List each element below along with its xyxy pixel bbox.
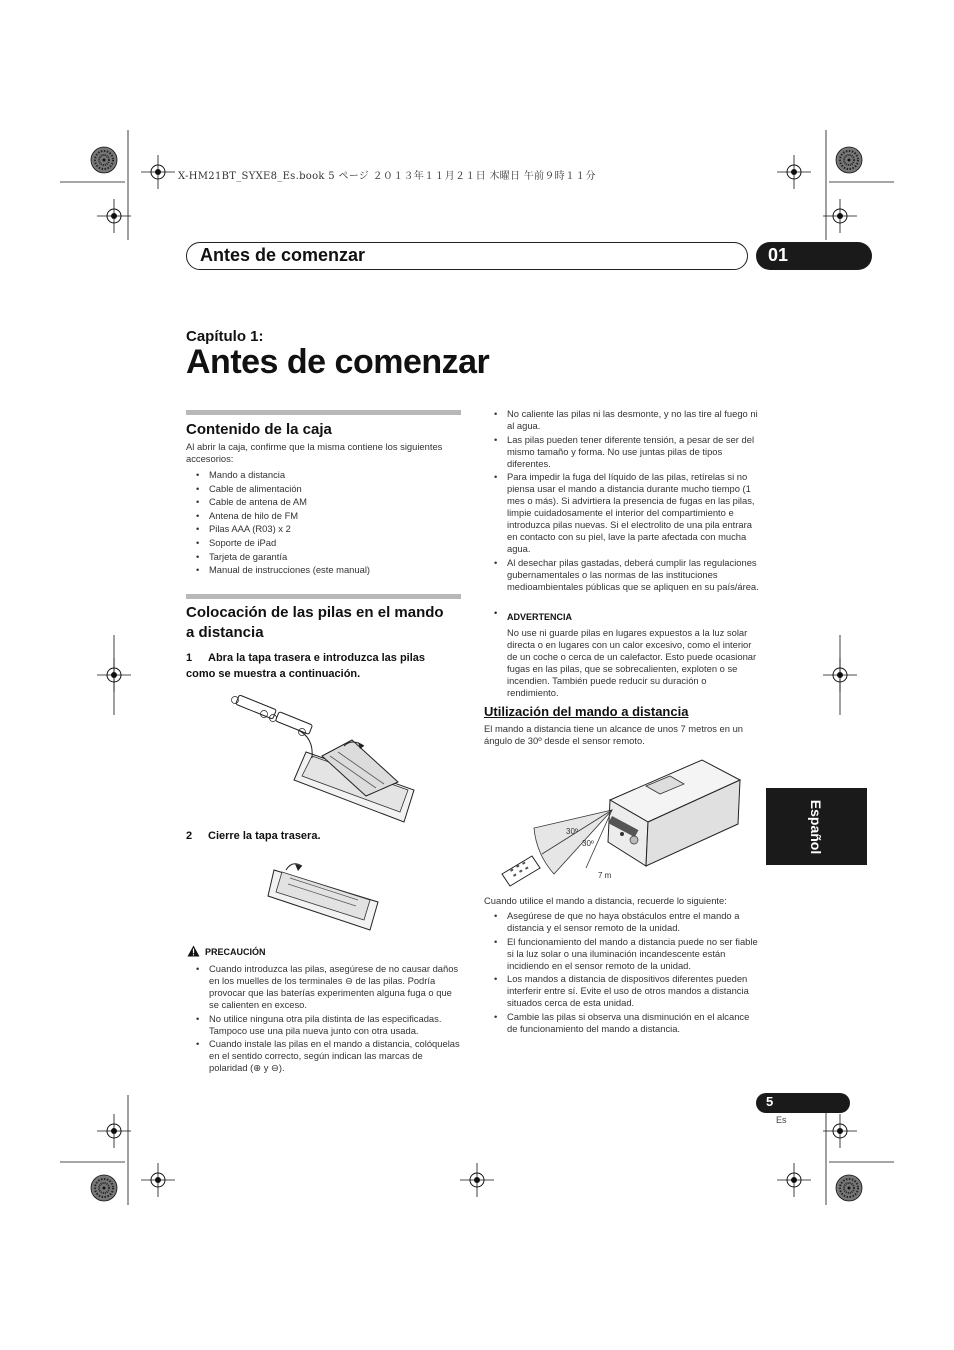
- list-item: • Pilas AAA (R03) x 2: [196, 523, 456, 535]
- step-text: como se muestra a continuación.: [186, 668, 361, 680]
- print-header-line: X-HM21BT_SYXE8_Es.book 5 ページ ２０１３年１１月２１日 木曜日 午前９時１１分: [178, 171, 596, 182]
- remote-range-illustration: [496, 756, 746, 892]
- step-2: [186, 828, 321, 844]
- box-contents-list: [196, 469, 456, 578]
- list-item: • El funcionamiento del mando a distancia puede no ser fiable si la luz solar o una iluminación incandescente están incidiendo en el sensor remoto de la unidad.: [494, 936, 760, 972]
- remote-use-list: [494, 910, 760, 1036]
- list-item: • Los mandos a distancia de dispositivos diferentes pueden interferir entre sí. Evite el uso de otros mandos a distancia situados cerca de esta unidad.: [494, 973, 760, 1009]
- list-item: • Asegúrese de que no haya obstáculos entre el mando a distancia y el sensor remoto de la unidad.: [494, 910, 760, 934]
- remote-use-intro: El mando a distancia tiene un alcance de unos 7 metros en un ángulo de 30º desde el sensor remoto.: [484, 723, 744, 746]
- language-tab-label-wrap: [766, 788, 867, 865]
- caution-label: PRECAUCIÓN: [205, 947, 266, 957]
- remote-use-after-intro: Cuando utilice el mando a distancia, recuerde lo siguiente:: [484, 895, 727, 906]
- list-item: • Soporte de iPad: [196, 537, 456, 549]
- range-angle-lower: 30º: [582, 839, 594, 848]
- step-number: 1: [186, 652, 193, 664]
- language-tab-label: Español: [808, 799, 825, 854]
- warning-block: • ADVERTENCIA No use ni guarde pilas en lugares expuestos a la luz solar directa o en lugares con un calor excesivo, como el interior de un coche o cerca de un calefactor. Esto puede ocasionar fugas en las pilas, que se sobrecalienten, exploten o se incendien. También puede reducir su duración o rendimiento.: [494, 607, 760, 699]
- list-item: • Para impedir la fuga del líquido de las pilas, retírelas si no piensa usar el mando a distancia durante mucho tiempo (1 mes o más). Si advirtiera la presencia de fugas en las pilas, limpie cuidadosamente el interior del compartimiento e introduzca pilas nuevas. Si el electrolito de una pila entrara en contacto con su piel, lave la parte afectada con mucha agua.: [494, 471, 760, 555]
- list-item: • Manual de instrucciones (este manual): [196, 564, 456, 576]
- range-angle-upper: 30º: [566, 827, 578, 836]
- list-item: • Cuando instale las pilas en el mando a distancia, colóquelas en el sentido correcto, según indican las marcas de polaridad (⊕ y ⊖).: [196, 1038, 462, 1074]
- chapter-number: 01: [768, 245, 789, 265]
- list-item: • Mando a distancia: [196, 469, 456, 481]
- step-text: Abra la tapa trasera e introduzca las pilas: [208, 652, 426, 664]
- batteries-heading: [186, 603, 464, 643]
- batteries-heading-line1: Colocación de las pilas en el mando: [186, 604, 444, 621]
- list-item: • Cambie las pilas si observa una disminución en el alcance de funcionamiento del mando a distancia.: [494, 1011, 760, 1035]
- list-item: • Antena de hilo de FM: [196, 510, 456, 522]
- batteries-heading-line2: a distancia: [186, 624, 264, 641]
- list-item: • Cable de antena de AM: [196, 496, 456, 508]
- warning-text: No use ni guarde pilas en lugares expuestos a la luz solar directa o en lugares con un calor excesivo, como el interior de un coche o cerca de un calefactor. Esto puede ocasionar fugas en las pilas, que se sobrecalienten, exploten o se incendien. También puede reducir su duración o rendimiento.: [507, 627, 757, 698]
- box-contents-intro: Al abrir la caja, confirme que la misma contiene los siguientes accesorios:: [186, 441, 443, 464]
- step-number: 2: [186, 830, 193, 842]
- page-number: 5: [766, 1094, 774, 1109]
- range-distance: 7 m: [598, 871, 612, 880]
- page-language: Es: [776, 1115, 787, 1125]
- caution-list: [196, 963, 462, 1076]
- header-title: Antes de comenzar: [200, 245, 366, 265]
- chapter-title: Antes de comenzar: [186, 343, 490, 381]
- battery-safety-list: [494, 408, 760, 594]
- section-bar: [186, 594, 461, 599]
- closed-cover-illustration: [266, 856, 382, 936]
- list-item: • No utilice ninguna otra pila distinta de las especificadas. Tampoco use una pila nueva junto con otra usada.: [196, 1013, 462, 1037]
- caution-icon: [187, 945, 200, 957]
- warning-label: ADVERTENCIA: [507, 612, 573, 622]
- step-text: Cierre la tapa trasera.: [208, 830, 321, 842]
- list-item: • No caliente las pilas ni las desmonte, y no las tire al fuego ni al agua.: [494, 408, 760, 432]
- list-item: • Al desechar pilas gastadas, deberá cumplir las regulaciones gubernamentales o las normas de las instituciones medioambientales públicas que se apliquen en su país/área.: [494, 557, 760, 593]
- battery-insertion-illustration: [226, 694, 422, 824]
- step-1: [186, 650, 461, 682]
- list-item: • Cable de alimentación: [196, 483, 456, 495]
- list-item: • Las pilas pueden tener diferente tensión, a pesar de ser del mismo tamaño y forma. No use juntas pilas de tipos diferentes.: [494, 434, 760, 470]
- chapter-label: Capítulo 1:: [186, 328, 264, 345]
- list-item: • Tarjeta de garantía: [196, 551, 456, 563]
- box-contents-heading: Contenido de la caja: [186, 421, 332, 438]
- list-item: • Cuando introduzca las pilas, asegúrese de no causar daños en los muelles de los terminales ⊖ de las pilas. Podría provocar que las baterías experimenten alguna fuga o que se calienten en exceso.: [196, 963, 462, 1011]
- remote-use-heading: Utilización del mando a distancia: [484, 704, 689, 719]
- section-bar: [186, 410, 461, 415]
